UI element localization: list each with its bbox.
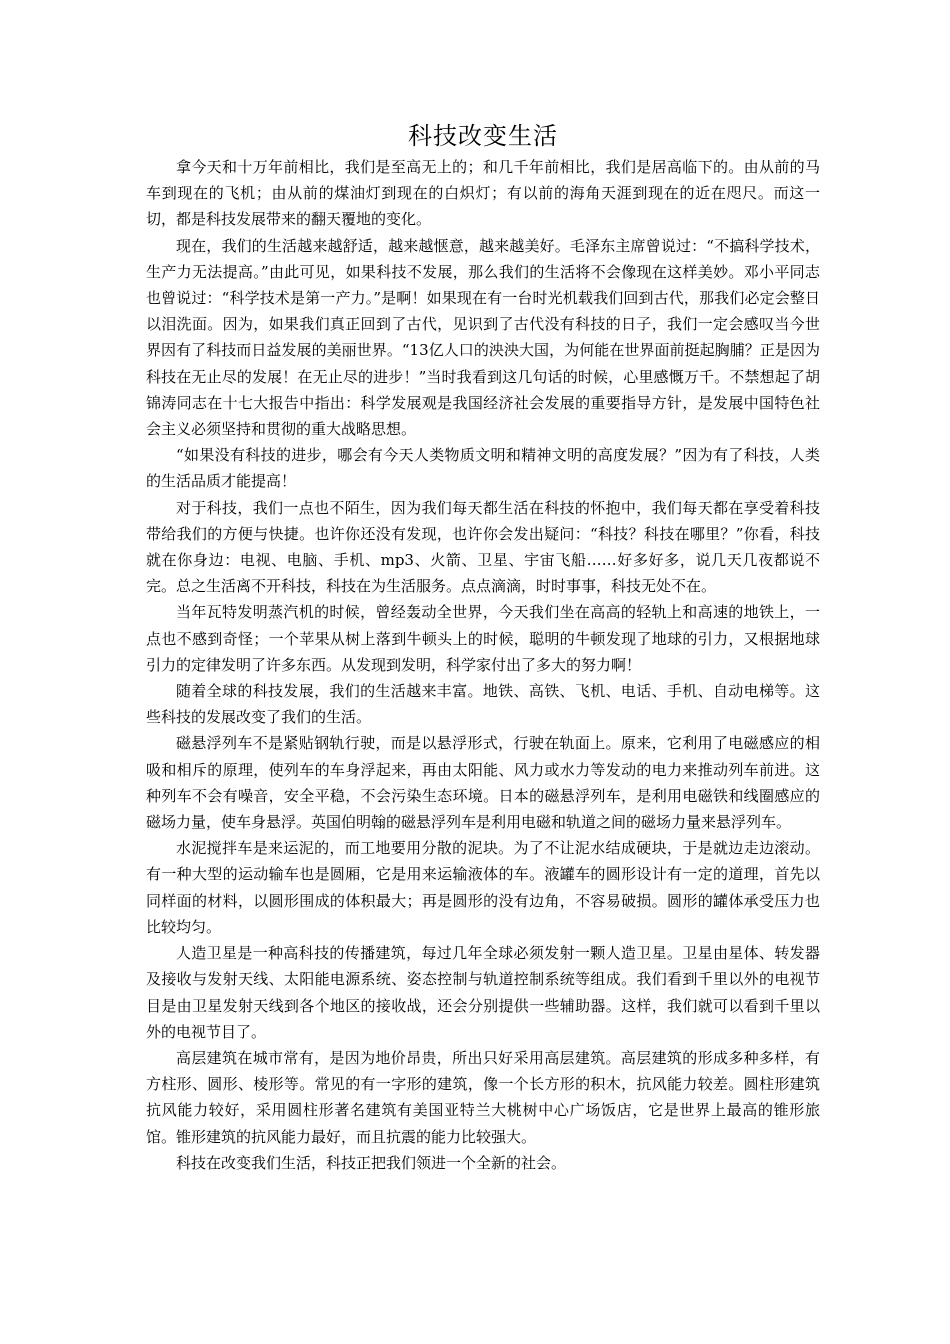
document-page <box>146 120 820 1176</box>
paragraph-4: 对于科技，我们一点也不陌生，因为我们每天都生活在科技的怀抱中，我们每天都在享受着科技带给我们的方便与快捷。也许你还没有发现，也许你会发出疑问：“科技？科技在哪里？”你看，科技就在你身边：电视、电脑、手机、mp3、火箭、卫星、宇宙飞船……好多好多，说几天几夜都说不完。总之生活离不开科技，科技在为生活服务。点点滴滴，时时事事，科技无处不在。 <box>146 498 820 596</box>
paragraph-1: 拿今天和十万年前相比，我们是至高无上的；和几千年前相比，我们是居高临下的。由从前的马车到现在的飞机；由从前的煤油灯到现在的白炽灯；有以前的海角天涯到现在的近在咫尺。而这一切，都是科技发展带来的翻天覆地的变化。 <box>146 158 820 229</box>
paragraph-7: 磁悬浮列车不是紧贴钢轨行驶，而是以悬浮形式，行驶在轨面上。原来，它利用了电磁感应的相吸和相斥的原理，使列车的车身浮起来，再由太阳能、风力或水力等发动的电力来推动列车前进。这种列车不会有噪音，安全平稳，不会污染生态环境。日本的磁悬浮列车，是利用电磁铁和线圈感应的磁场力量，使车身悬浮。英国伯明翰的磁悬浮列车是利用电磁和轨道之间的磁场力量来悬浮列车。 <box>146 734 820 832</box>
paragraph-10: 高层建筑在城市常有，是因为地价昂贵，所出只好采用高层建筑。高层建筑的形成多种多样，有方柱形、圆形、棱形等。常见的有一字形的建筑，像一个长方形的积木，抗风能力较差。圆柱形建筑抗风能力较好，采用圆柱形著名建筑有美国亚特兰大桃树中心广场饭店，它是世界上最高的锥形旅馆。锥形建筑的抗风能力最好，而且抗震的能力比较强大。 <box>146 1048 820 1146</box>
paragraph-5: 当年瓦特发明蒸汽机的时候，曾经轰动全世界，今天我们坐在高高的轻轨上和高速的地铁上，一点也不感到奇怪；一个苹果从树上落到牛顿头上的时候，聪明的牛顿发现了地球的引力，又根据地球引力的定律发明了许多东西。从发现到发明，科学家付出了多大的努力啊！ <box>146 603 820 674</box>
paragraph-11: 科技在改变我们生活，科技正把我们领进一个全新的社会。 <box>176 1153 567 1172</box>
paragraph-9: 人造卫星是一种高科技的传播建筑，每过几年全球必须发射一颗人造卫星。卫星由星体、转发器及接收与发射天线、太阳能电源系统、姿态控制与轨道控制系统等组成。我们看到千里以外的电视节目是由卫星发射天线到各个地区的接收战，还会分别提供一些辅助器。这样，我们就可以看到千里以外的电视节目了。 <box>146 944 820 1041</box>
paragraph-8: 水泥搅拌车是来运泥的，而工地要用分散的泥块。为了不让泥水结成硬块，于是就边走边滚动。有一种大型的运动输车也是圆厢，它是用来运输液体的车。液罐车的圆形设计有一定的道理，首先以同样面的材料，以圆形围成的体积最大；再是圆形的没有边角，不容易破损。圆形的罐体承受压力也比较均匀。 <box>146 839 820 936</box>
document-title: 科技改变生活 <box>408 122 558 150</box>
paragraph-6: 随着全球的科技发展，我们的生活越来丰富。地铁、高铁、飞机、电话、手机、自动电梯等。这些科技的发展改变了我们的生活。 <box>146 682 820 727</box>
paragraph-2: 现在，我们的生活越来越舒适，越来越惬意，越来越美好。毛泽东主席曾说过：“不搞科学技术，生产力无法提高。”由此可见，如果科技不发展，那么我们的生活将不会像现在这样美妙。邓小平同志也曾说过：“科学技术是第一产力。”是啊！如果现在有一台时光机载我们回到古代，那我们必定会整日以泪洗面。因为，如果我们真正回到了古代，见识到了古代没有科技的日子，我们一定会感叹当今世界因有了科技而日益发展的美丽世界。“13亿人口的泱泱大国，为何能在世界面前挺起胸脯？正是因为科技在无止尽的发展！在无止尽的进步！”当时我看到这几句话的时候，心里感慨万千。不禁想起了胡锦涛同志在十七大报告中指出：科学发展观是我国经济社会发展的重要指导方针，是发展中国特色社会主义必须坚持和贯彻的重大战略思想。 <box>146 236 820 439</box>
paragraph-3: “如果没有科技的进步，哪会有今天人类物质文明和精神文明的高度发展？”因为有了科技，人类的生活品质才能提高！ <box>146 446 820 491</box>
